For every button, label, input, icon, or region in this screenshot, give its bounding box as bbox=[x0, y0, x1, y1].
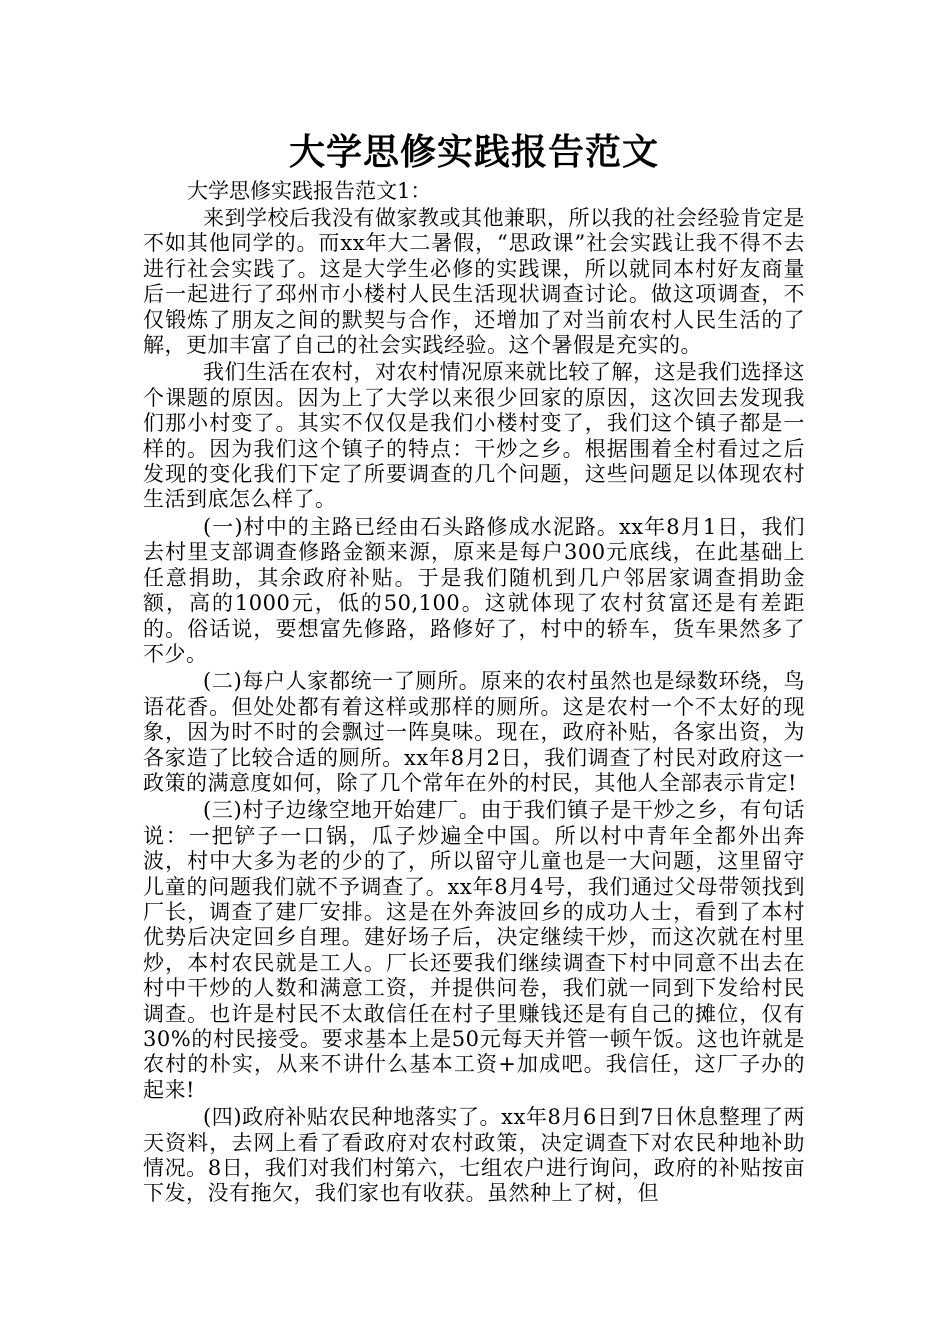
paragraph-subsidy: (四)政府补贴农民种地落实了。xx年8月6日到7日休息整理了两天资料，去网上看了看政府对农村政策，决定调查下对农民种地补助情况。8日，我们对我们村第六，七组农户进行询问，政府的补贴按亩下发，没有拖欠，我们家也有收获。虽然种上了树，但 bbox=[143, 1105, 805, 1206]
document-title: 大学思修实践报告范文 bbox=[288, 131, 659, 173]
paragraph-road: (一)村中的主路已经由石头路修成水泥路。xx年8月1日，我们去村里支部调查修路金额来源，原来是每户300元底线，在此基础上任意捐助，其余政府补贴。于是我们随机到几户邻居家调查捐助金额，高的1000元，低的50,100。这就体现了农村贫富还是有差距的。俗话说，要想富先修路，路修好了，村中的轿车，货车果然多了不少。 bbox=[143, 514, 805, 666]
document-subtitle: 大学思修实践报告范文1： bbox=[187, 179, 432, 203]
paragraph-factory: (三)村子边缘空地开始建厂。由于我们镇子是干炒之乡，有句话说：一把铲子一口锅，瓜子炒遍全中国。所以村中青年全都外出奔波，村中大多为老的少的了，所以留守儿童也是一大问题，这里留守儿童的问题我们就不予调查了。xx年8月4号，我们通过父母带领找到厂长，调查了建厂安排。这是在外奔波回乡的成功人士，看到了本村优势后决定回乡自理。建好场子后，决定继续干炒，而这次就在村里炒，本村农民就是工人。厂长还要我们继续调查下村中同意不出去在村中干炒的人数和满意工资，并提供问卷，我们就一同到下发给村民调查。也许是村民不太敢信任在村子里赚钱还是有自己的摊位，仅有30%的村民接受。要求基本上是50元每天并管一顿午饭。这也许就是农村的朴实，从来不讲什么基本工资+加成吧。我信任，这厂子办的起来! bbox=[143, 798, 805, 1102]
paragraph-reason: 我们生活在农村，对农村情况原来就比较了解，这是我们选择这个课题的原因。因为上了大学以来很少回家的原因，这次回去发现我们那小村变了。其实不仅仅是我们小楼村变了，我们这个镇子都是一样的。因为我们这个镇子的特点：干炒之乡。根据围着全村看过之后发现的变化我们下定了所要调查的几个问题，这些问题足以体现农村生活到底怎么样了。 bbox=[143, 360, 805, 512]
paragraph-intro: 来到学校后我没有做家教或其他兼职，所以我的社会经验肯定是不如其他同学的。而xx年大二暑假，“思政课”社会实践让我不得不去进行社会实践了。这是大学生必修的实践课，所以就同本村好友商量后一起进行了邳州市小楼村人民生活现状调查讨论。做这项调查，不仅锻炼了朋友之间的默契与合作，还增加了对当前农村人民生活的了解，更加丰富了自己的社会实践经验。这个暑假是充实的。 bbox=[143, 206, 805, 358]
paragraph-toilet: (二)每户人家都统一了厕所。原来的农村虽然也是绿数环绕，鸟语花香。但处处都有着这样或那样的厕所。这是农村一个不太好的现象，因为时不时的会飘过一阵臭味。现在，政府补贴，各家出资，为各家造了比较合适的厕所。xx年8月2日，我们调查了村民对政府这一政策的满意度如何，除了几个常年在外的村民，其他人全部表示肯定! bbox=[143, 669, 805, 795]
